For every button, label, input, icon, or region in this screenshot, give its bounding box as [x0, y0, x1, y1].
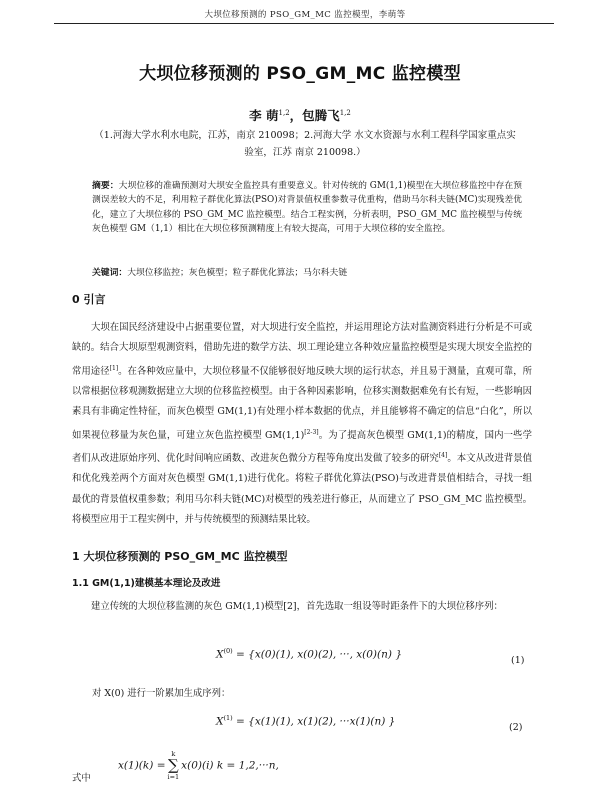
affiliation — [70, 127, 540, 161]
section-heading-1-1: 1.1 GM(1,1)建模基本理论及改进 — [72, 578, 221, 589]
where-label: 式中 — [72, 773, 91, 784]
equation-3 — [118, 750, 279, 781]
equation-1-number: (1) — [511, 655, 525, 666]
equation-2-body: = {x(1)(1), x(1)(2), ···x(1)(n) } — [236, 715, 396, 728]
section-1-1-paragraph: 建立传统的大坝位移监测的灰色 GM(1,1)模型[2]，首先选取一组设等时距条件下的大坝位移序列： — [91, 601, 503, 612]
equation-3-lhs: x(1)(k) = — [118, 759, 166, 772]
author-1-affiliation-mark: 1,2 — [278, 108, 290, 117]
equation-1-body: = {x(0)(1), x(0)(2), ···, x(0)(n) } — [236, 648, 403, 661]
introduction-paragraph — [72, 318, 532, 530]
author-2-affiliation-mark: 1,2 — [339, 108, 351, 117]
author-line — [0, 106, 600, 124]
author-1: 李 萌 — [249, 108, 279, 123]
summation-symbol: k ∑ i=1 — [167, 750, 180, 781]
abstract-label: 摘要： — [92, 181, 119, 191]
affiliation-line-2: 验室，江苏 南京 210098.） — [244, 147, 366, 158]
section-heading-1: 1 大坝位移预测的 PSO_GM_MC 监控模型 — [72, 550, 288, 563]
citation-4: [4] — [438, 452, 448, 460]
author-2: 包腾飞 — [302, 108, 340, 123]
affiliation-line-1: （1.河海大学水利水电院，江苏，南京 210098；2.河海大学 水文水资源与水利工程科学国家重点实 — [94, 130, 516, 141]
abstract-text: 大坝位移的准确预测对大坝安全监控具有重要意义。针对传统的 GM(1,1)模型在大坝位移监控中存在预测误差较大的不足，利用粒子群优化算法(PSO)对背景值权重参数寻优重构，借助马尔科夫链(MC)实现残差优化，建立了大坝位移的 PSO_GM_MC 监控模型。结合工程实例，分析表明，PSO_GM_MC 监控模型与传统灰色模型 GM（1,1）相比在大坝位移预测精度上有较大提高，可用于大坝位移的安全监控。 — [92, 181, 522, 235]
citation-1: [1] — [109, 364, 119, 372]
abstract — [92, 179, 522, 237]
equation-1: $X^{(0)} = \{x(0)(1)$, x(0)(2), ···, x(0)(n) } — [216, 647, 403, 661]
section-heading-introduction: 0 引言 — [72, 293, 106, 306]
equation-2-intro: 对 X(0) 进行一阶累加生成序列： — [92, 688, 231, 699]
paper-title: 大坝位移预测的 PSO_GM_MC 监控模型 — [139, 64, 461, 84]
equation-2: $X^{(1)} = \{x(1)(1)$, x(1)(2), ···x(1)(n) } — [216, 714, 396, 728]
citation-2-3: [2-3] — [304, 428, 319, 436]
keywords-text: 大坝位移监控；灰色模型；粒子群优化算法；马尔科夫链 — [127, 268, 348, 278]
header-rule — [54, 23, 554, 24]
intro-text-d: 。本文从改进背景值和优化残差两个方面对灰色模型 GM(1,1)进行优化。将粒子群优化算法(PSO)与改进背景值相结合，寻找一组最优的背景值权重参数；利用马尔科夫链(MC)对模型的残差进行修正，从而建立了 PSO_GM_MC 监控模型。将模型应用于工程实例中，并与传统模型的预测结果比较。 — [72, 453, 532, 526]
keywords-label: 关键词： — [92, 268, 128, 278]
author-separator: ， — [289, 108, 303, 123]
keywords — [92, 265, 522, 278]
intro-text-c: 。为了提高灰色模型 GM(1,1)的精度，国内一些学者们从改进原始序列、优化时间响应函数、改进灰色微分方程等角度出发做了较多的研究 — [72, 429, 533, 465]
intro-text-b: 。在各种效应量中，大坝位移量不仅能够很好地反映大坝的运行状态，并且易于测量，直观可靠，所以常根据位移观测数据建立大坝的位移监控模型。由于各种因素影响，位移实测数据难免有长有短，一些影响因素具有非确定性特征，而灰色模型 GM(1,1)有处理小样本数据的优点，并且能够将不确定的信息“白化”，所以如果视位移量为灰色量，可建立灰色监控模型 GM(1,1) — [72, 365, 532, 441]
intro-text-a: 大坝在国民经济建设中占据重要位置，对大坝进行安全监控，并运用理论方法对监测资料进行分析是不可或缺的。结合大坝原型观测资料，借助先进的数学方法、坝工理论建立各种效应量监控模型是实现大坝安全监控的常用途径 — [72, 322, 532, 377]
equation-3-rhs: x(0)(i) k = 1,2,···n, — [181, 759, 279, 772]
equation-2-number: (2) — [509, 722, 523, 733]
running-head: 大坝位移预测的 PSO_GM_MC 监控模型，李萌等 — [204, 10, 406, 20]
